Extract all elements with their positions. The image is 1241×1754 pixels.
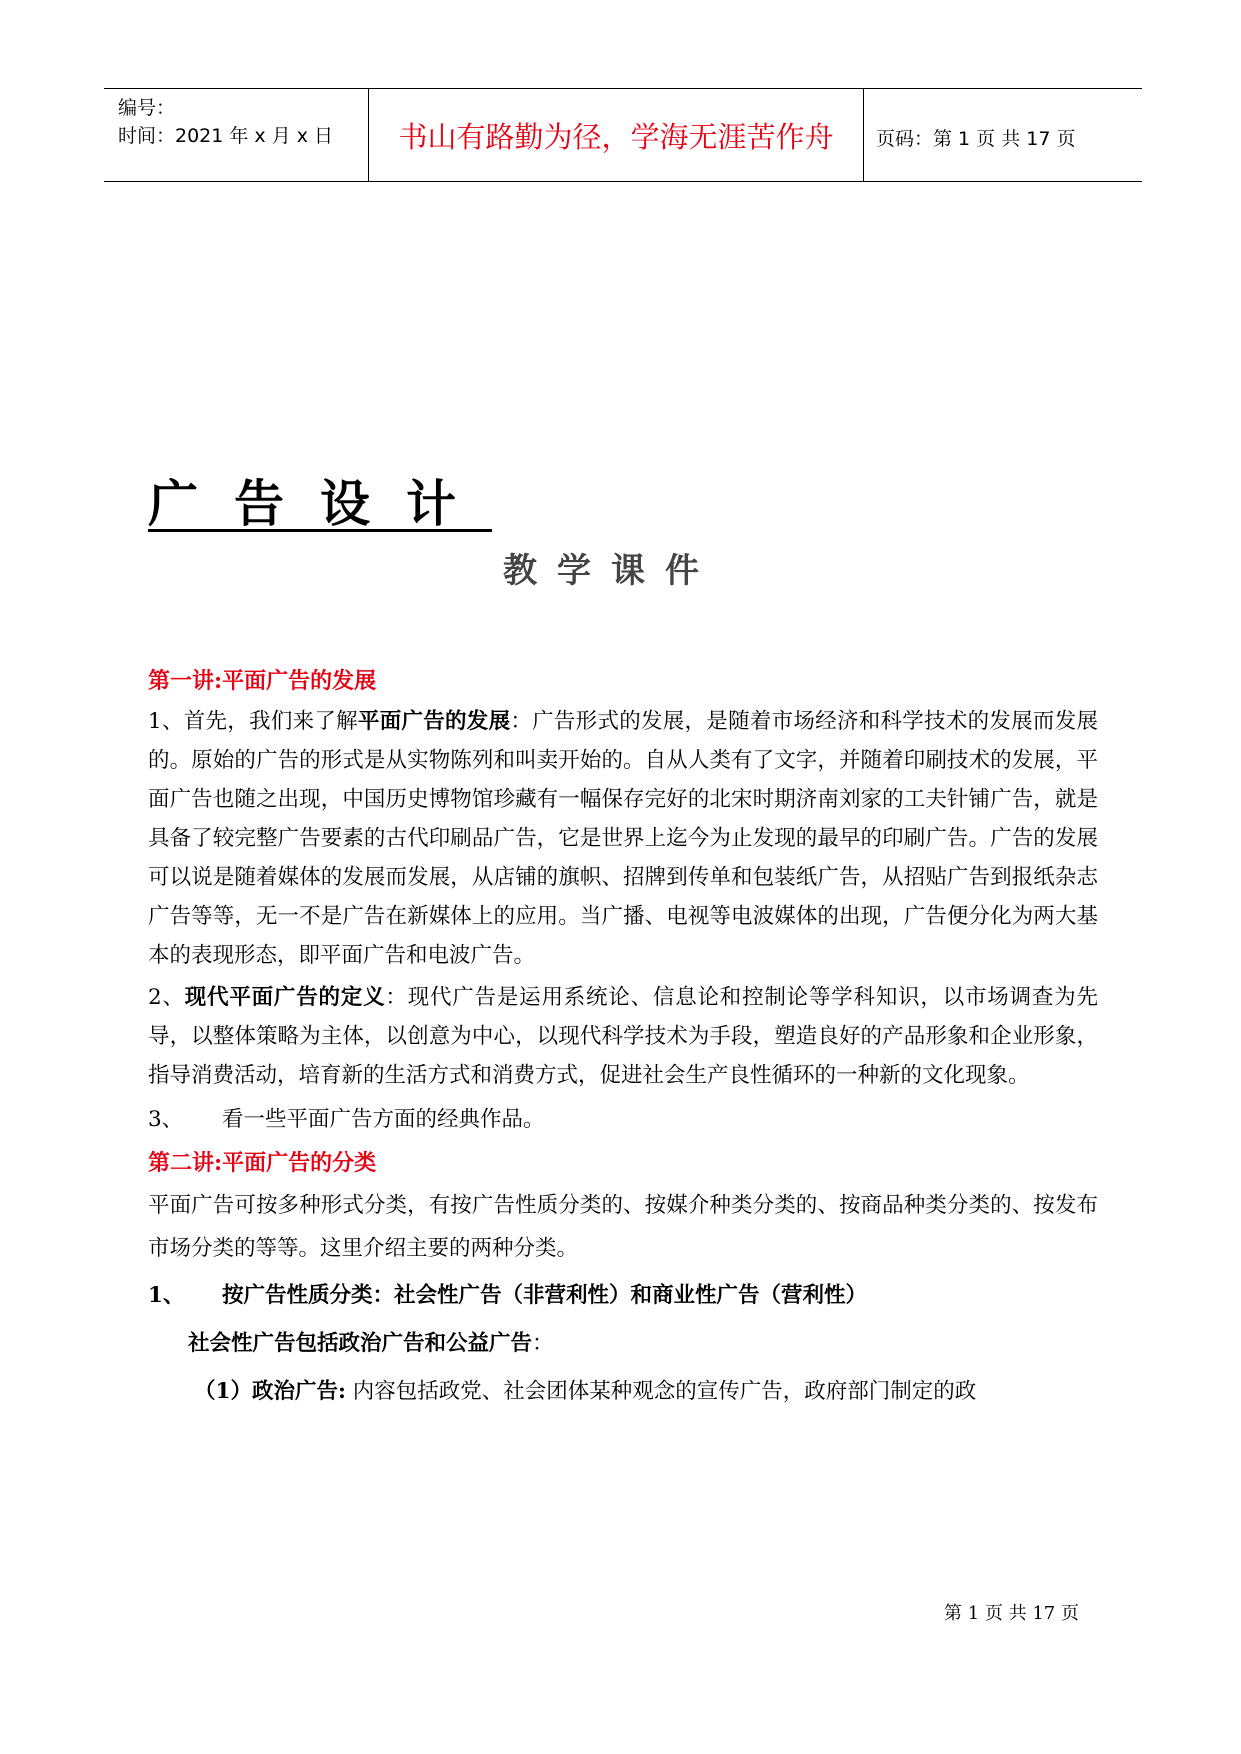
social-ad-bold: 社会性广告包括政治广告和公益广告 bbox=[188, 1331, 533, 1356]
lecture1-paragraph1 bbox=[148, 702, 1098, 975]
p2-bold-term: 现代平面广告的定义 bbox=[184, 985, 386, 1010]
social-ad-line bbox=[188, 1320, 1098, 1368]
political-ad-bold: （1）政治广告: bbox=[194, 1379, 346, 1404]
number-label: 编号： bbox=[118, 97, 176, 119]
header-meta-cell bbox=[104, 89, 369, 181]
document-subtitle: 教学课件 bbox=[503, 551, 719, 591]
p2-text: ：现代广告是运用系统论、信息论和控制论等学科知识，以市场调查为先导，以整体策略为主体，以创意为中心，以现代科学技术为手段，塑造良好的产品形象和企业形象，指导消费活动，培育新的生活方式和消费方式，促进社会生产良性循环的一种新的文化现象。 bbox=[148, 985, 1098, 1088]
lecture1-paragraph2 bbox=[148, 978, 1098, 1095]
header-page-cell bbox=[864, 89, 1142, 181]
page-label: 页码：第 1 页 共 17 页 bbox=[876, 128, 1076, 150]
political-ad-line bbox=[194, 1368, 1098, 1416]
p2-prefix: 2、 bbox=[148, 985, 185, 1010]
p3-text: 看一些平面广告方面的经典作品。 bbox=[222, 1107, 545, 1132]
lecture1-heading: 第一讲:平面广告的发展 bbox=[148, 668, 377, 694]
p1-prefix: 1、首先，我们来了解 bbox=[148, 709, 358, 734]
document-body bbox=[148, 660, 1098, 1416]
social-ad-colon: ： bbox=[532, 1331, 554, 1356]
political-ad-text: 内容包括政党、社会团体某种观念的宣传广告，政府部门制定的政 bbox=[345, 1379, 977, 1404]
header-motto-cell bbox=[369, 89, 864, 181]
p1-text: ：广告形式的发展，是随着市场经济和科学技术的发展而发展的。原始的广告的形式是从实物陈列和叫卖开始的。自从人类有了文字，并随着印刷技术的发展，平面广告也随之出现，中国历史博物馆珍藏有一幅保存完好的北宋时期济南刘家的工夫针铺广告，就是具备了较完整广告要素的古代印刷品广告，它是世界上迄今为止发现的最早的印刷广告。广告的发展可以说是随着媒体的发展而发展，从店铺的旗帜、招牌到传单和包装纸广告，从招贴广告到报纸杂志广告等等，无一不是广告在新媒体上的应用。当广播、电视等电波媒体的出现，广告便分化为两大基本的表现形态，即平面广告和电波广告。 bbox=[148, 709, 1098, 968]
motto: 书山有路勤为径，学海无涯苦作舟 bbox=[398, 120, 834, 154]
time-label: 时间：2021 年 x 月 x 日 bbox=[118, 125, 334, 147]
p1-bold-term: 平面广告的发展 bbox=[357, 709, 511, 734]
item1-text: 按广告性质分类：社会性广告（非营利性）和商业性广告（营利性） bbox=[222, 1283, 868, 1308]
item1-number: 1、 bbox=[148, 1283, 185, 1308]
classification-item1 bbox=[148, 1272, 1098, 1320]
lecture2-intro: 平面广告可按多种形式分类，有按广告性质分类的、按媒介种类分类的、按商品种类分类的、按发布市场分类的等等。这里介绍主要的两种分类。 bbox=[148, 1193, 1098, 1261]
lecture2-heading: 第二讲:平面广告的分类 bbox=[148, 1150, 377, 1176]
document-header bbox=[104, 88, 1142, 182]
document-title: 广告设计 bbox=[148, 475, 492, 533]
lecture1-paragraph3 bbox=[148, 1097, 1098, 1142]
page-footer: 第 1 页 共 17 页 bbox=[944, 1603, 1079, 1624]
p3-number: 3、 bbox=[148, 1107, 184, 1132]
